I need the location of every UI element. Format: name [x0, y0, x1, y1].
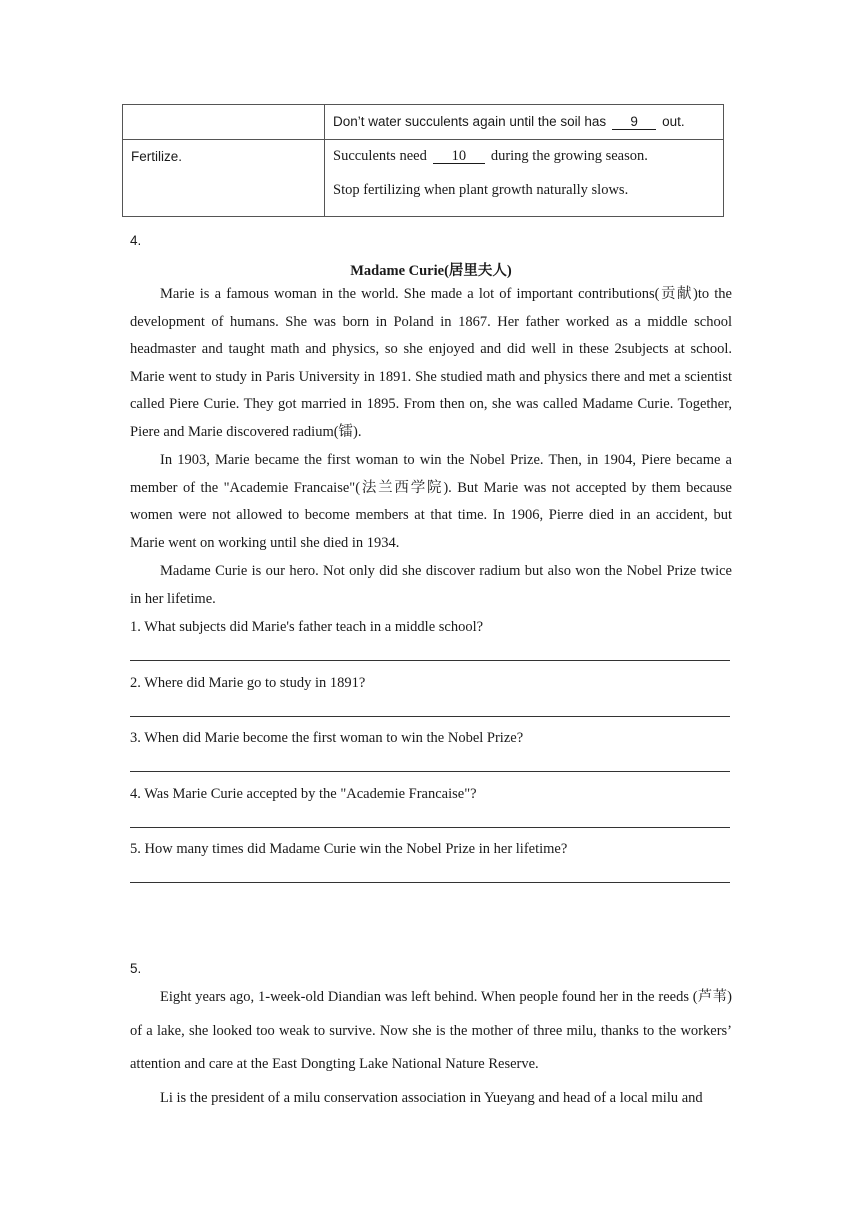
table-cell-step: Fertilize.: [123, 140, 325, 217]
passage-paragraph: Eight years ago, 1-week-old Diandian was left behind. When people found her in the reeds (芦苇) of a lake, she looked too weak to survive. Now she is the mother of three milu, thanks to the workers’ attention and care at the East Dongting Lake National Nature Reserve.: [130, 989, 732, 1072]
question-1: 1. What subjects did Marie's father teach in a middle school?: [130, 619, 484, 635]
cell-text: Stop fertilizing when plant growth naturally slows.: [333, 182, 629, 198]
passage-paragraph: Marie is a famous woman in the world. She made a lot of important contributions(贡献)to the development of humans. She was born in Poland in 1867. Her father worked as a middle school headmaster and taught math and physics, so she enjoyed and did well in these 2subjects at school. Marie went to study in Paris University in 1891. She studied math and physics there and met a scientist called Piere Curie. They got married in 1895. From then on, she was called Madame Curie. Together, Piere and Marie discovered radium(镭).: [130, 286, 732, 440]
passage-paragraph: Madame Curie is our hero. Not only did she discover radium but also won the Nobel Prize twice in her lifetime.: [130, 563, 732, 607]
table-row: [123, 105, 724, 140]
table-row: [123, 140, 724, 217]
answer-line-3[interactable]: [130, 771, 730, 772]
cell-text: Don’t water succulents again until the soil has: [333, 114, 607, 129]
cell-text: Succulents need: [333, 148, 427, 164]
cell-text: during the growing season.: [490, 148, 648, 164]
succulent-care-table: [122, 104, 724, 217]
question-2: 2. Where did Marie go to study in 1891?: [130, 675, 366, 691]
cell-line: [333, 148, 715, 165]
passage-paragraph: In 1903, Marie became the first woman to win the Nobel Prize. Then, in 1904, Piere became a member of the "Academie Francaise"(法兰西学院). But Marie was not accepted by them because women were not allowed to become members at that time. In 1906, Pierre died in an accident, but Marie went on working until she died in 1934.: [130, 452, 732, 551]
table-cell-step: [123, 105, 325, 140]
answer-blank-10[interactable]: 10: [433, 149, 485, 164]
answer-line-2[interactable]: [130, 716, 730, 717]
passage-paragraph: Li is the president of a milu conservation association in Yueyang and head of a local milu and: [160, 1090, 703, 1106]
question-4: 4. Was Marie Curie accepted by the "Academie Francaise"?: [130, 786, 477, 802]
section-number: 4.: [130, 233, 142, 248]
question-5: 5. How many times did Madame Curie win the Nobel Prize in her lifetime?: [130, 841, 568, 857]
passage-title: Madame Curie(居里夫人): [350, 263, 512, 279]
section-number: 5.: [130, 961, 142, 976]
question-3: 3. When did Marie become the first woman to win the Nobel Prize?: [130, 730, 524, 746]
cell-text: out.: [662, 114, 685, 129]
answer-line-5[interactable]: [130, 882, 730, 883]
answer-blank-9[interactable]: 9: [612, 115, 656, 130]
table-cell-instructions: [325, 140, 724, 217]
table-cell-instructions: [325, 105, 724, 140]
answer-line-1[interactable]: [130, 660, 730, 661]
answer-line-4[interactable]: [130, 827, 730, 828]
